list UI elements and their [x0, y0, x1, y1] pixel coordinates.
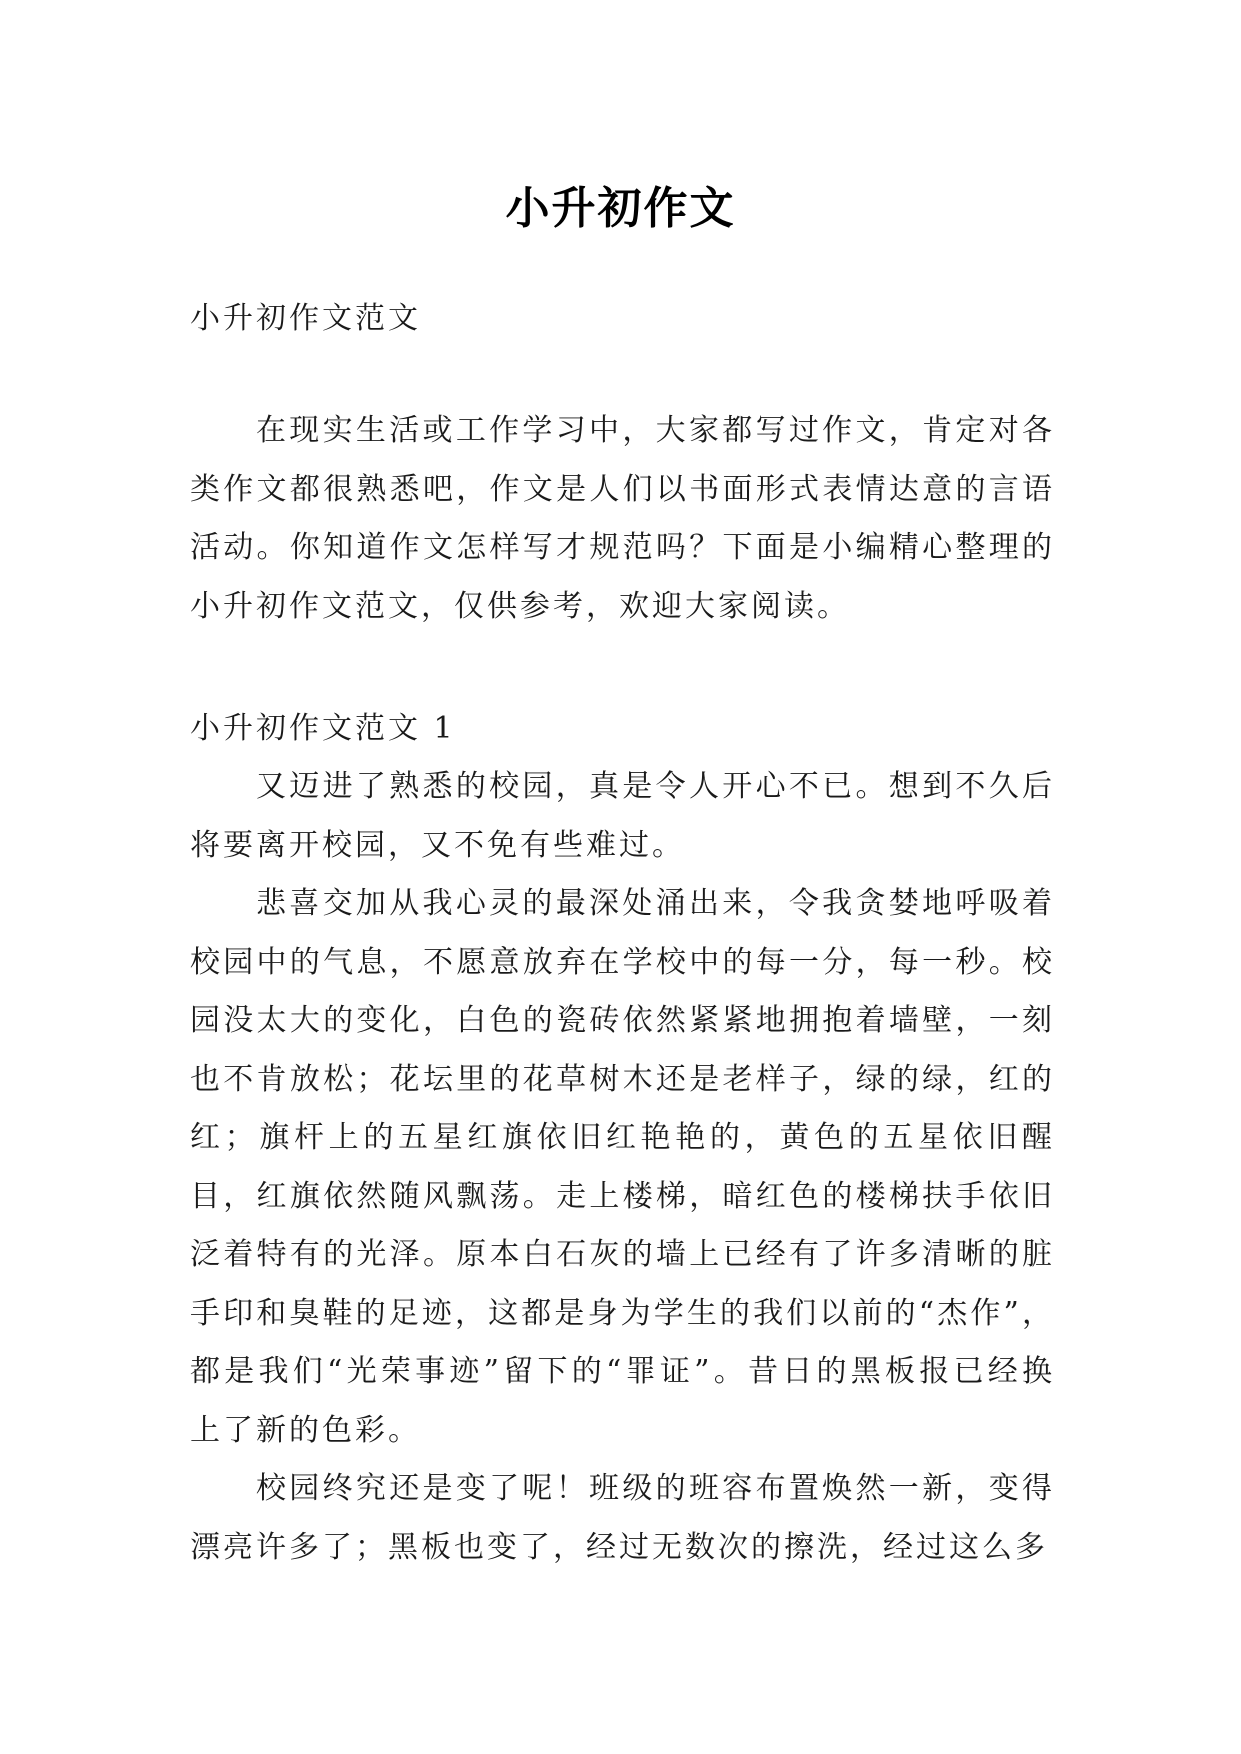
- document-subtitle: 小升初作文范文: [190, 301, 421, 336]
- document-title: 小升初作文: [505, 183, 736, 235]
- essay-paragraph: 又迈进了熟悉的校园，真是令人开心不已。想到不久后将要离开校园，又不免有些难过。: [190, 769, 1055, 863]
- section-heading: 小升初作文范文 1: [190, 711, 456, 746]
- intro-paragraph: 在现实生活或工作学习中，大家都写过作文，肯定对各类作文都很熟悉吧，作文是人们以书面形式表情达意的言语活动。你知道作文怎样写才规范吗？下面是小编精心整理的小升初作文范文，仅供参考，欢迎大家阅读。: [190, 413, 1055, 624]
- essay-paragraph: 校园终究还是变了呢！班级的班容布置焕然一新，变得漂亮许多了；黑板也变了，经过无数次的擦洗，经过这么多: [190, 1471, 1055, 1565]
- essay-paragraph: 悲喜交加从我心灵的最深处涌出来，令我贪婪地呼吸着校园中的气息，不愿意放弃在学校中的每一分，每一秒。校园没太大的变化，白色的瓷砖依然紧紧地拥抱着墙壁，一刻也不肯放松；花坛里的花草树木还是老样子，绿的绿，红的红；旗杆上的五星红旗依旧红艳艳的，黄色的五星依旧醒目，红旗依然随风飘荡。走上楼梯，暗红色的楼梯扶手依旧泛着特有的光泽。原本白石灰的墙上已经有了许多清晰的脏手印和臭鞋的足迹，这都是身为学生的我们以前的“杰作”，都是我们“光荣事迹”留下的“罪证”。昔日的黑板报已经换上了新的色彩。: [190, 886, 1055, 1448]
- essay-section-1: [190, 700, 1055, 1577]
